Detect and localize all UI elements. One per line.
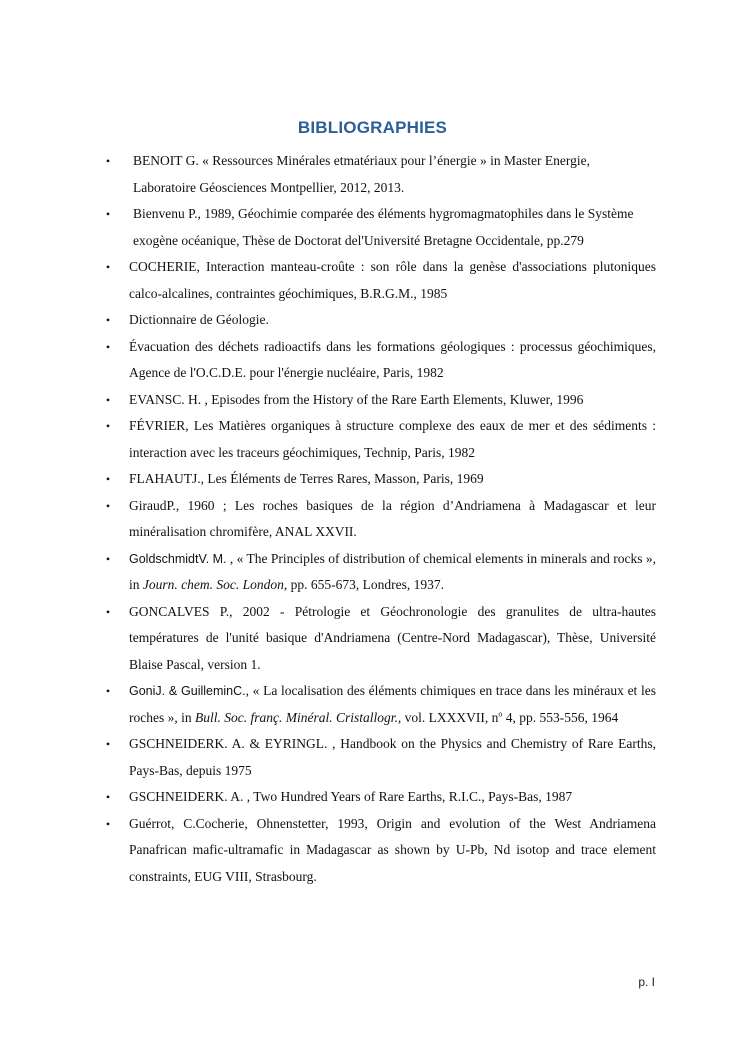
list-item — [104, 811, 656, 891]
bullet-icon: • — [105, 816, 111, 831]
reference-text: GSCHNEIDERK. A. , Two Hundred Years of Rare Earths, R.I.C., Pays-Bas, 1987 — [129, 789, 573, 804]
bullet-icon: • — [105, 551, 111, 566]
reference-text: GiraudP., 1960 ; Les roches basiques de la région d’Andriamena à Madagascar et leur minéralisation chromifère, ANAL XXVII. — [129, 497, 656, 539]
list-item — [104, 387, 656, 414]
list-item — [104, 201, 656, 254]
bullet-icon: • — [105, 498, 111, 513]
reference-text: BENOIT G. « Ressources Minérales etmatériaux pour l’énergie » in Master Energie, Laboratoire Géosciences Montpellier, 2012, 2013. — [133, 153, 590, 195]
bullet-icon: • — [105, 737, 111, 751]
bullet-icon: • — [105, 207, 111, 221]
list-item — [104, 254, 656, 307]
bullet-icon: • — [105, 472, 111, 486]
reference-text-mid: , vol. LXXXVII, n — [397, 709, 499, 725]
list-item — [104, 546, 656, 599]
reference-text: EVANSC. H. , Episodes from the History of the Rare Earth Elements, Kluwer, 1996 — [129, 391, 584, 407]
bullet-icon: • — [105, 154, 111, 168]
reference-text: Évacuation des déchets radioactifs dans les formations géologiques : processus géochimiques, Agence de l'O.C.D.E. pour l'énergie nucléaire, Paris, 1982 — [129, 338, 656, 380]
list-item — [104, 307, 656, 334]
list-item — [104, 148, 656, 201]
reference-text: FLAHAUTJ., Les Éléments de Terres Rares, Masson, Paris, 1969 — [129, 471, 484, 486]
bullet-icon: • — [105, 604, 111, 619]
reference-text: GSCHNEIDERK. A. & EYRINGL. , Handbook on the Physics and Chemistry of Rare Earths, Pays-Bas, depuis 1975 — [129, 736, 656, 778]
reference-text: COCHERIE, Interaction manteau-croûte : son rôle dans la genèse d'associations plutoniques calco-alcalines, contraintes géochimiques, B.R.G.M., 1985 — [129, 259, 656, 301]
reference-text: Bienvenu P., 1989, Géochimie comparée des éléments hygromagmatophiles dans le Système exogène océanique, Thèse de Doctorat del'Université Bretagne Occidentale, pp.279 — [133, 206, 634, 248]
reference-text-end: , pp. 655-673, Londres, 1937. — [283, 577, 444, 592]
list-item — [104, 731, 656, 784]
reference-journal: Journ. chem. Soc. London — [142, 577, 284, 592]
reference-text: , « The Principles of distribution of chemical elements in minerals and rocks », in — [129, 550, 656, 592]
page-number: p. I — [638, 975, 655, 989]
list-item — [104, 678, 656, 731]
reference-text: , « La localisation des éléments chimiques en trace dans les minéraux et les roches », in — [129, 683, 656, 725]
list-item — [104, 466, 656, 493]
list-item — [104, 784, 656, 811]
reference-author: GoniJ. & GuilleminC. — [129, 684, 246, 698]
bibliography-list — [104, 148, 656, 890]
reference-text: GONCALVES P., 2002 - Pétrologie et Géochronologie des granulites de ultra-hautes températures de l'unité basique d'Andriamena (Centre-Nord Madagascar), Thèse, Université Blaise Pascal, version 1. — [129, 603, 656, 672]
bullet-icon: • — [105, 260, 111, 274]
list-item — [104, 599, 656, 679]
bullet-icon: • — [105, 684, 111, 698]
superscript: o — [498, 709, 503, 718]
list-item — [104, 493, 656, 546]
bullet-icon: • — [105, 339, 111, 354]
reference-text: Dictionnaire de Géologie. — [129, 312, 269, 327]
list-item — [104, 334, 656, 387]
page-title: BIBLIOGRAPHIES — [297, 118, 448, 137]
bullet-icon: • — [105, 392, 111, 407]
reference-text: FÉVRIER, Les Matières organiques à structure complexe des eaux de mer et des sédiments : interaction avec les traceurs géochimiques, Technip, Paris, 1982 — [129, 418, 656, 460]
bullet-icon: • — [105, 419, 111, 433]
reference-author: GoldschmidtV. M. — [129, 551, 227, 566]
reference-journal: Bull. Soc. franç. Minéral. Cristallogr. — [194, 709, 398, 725]
reference-text: Guérrot, C.Cocherie, Ohnenstetter, 1993, Origin and evolution of the West Andriamena Panafrican mafic-ultramafic in Madagascar as shown by U-Pb, Nd isotop and trace element constraints, EUG VIII, Strasbourg. — [129, 815, 656, 884]
reference-text-end: 4, pp. 553-556, 1964 — [502, 709, 619, 725]
bullet-icon: • — [105, 790, 111, 804]
list-item — [104, 413, 656, 466]
bullet-icon: • — [105, 313, 111, 327]
